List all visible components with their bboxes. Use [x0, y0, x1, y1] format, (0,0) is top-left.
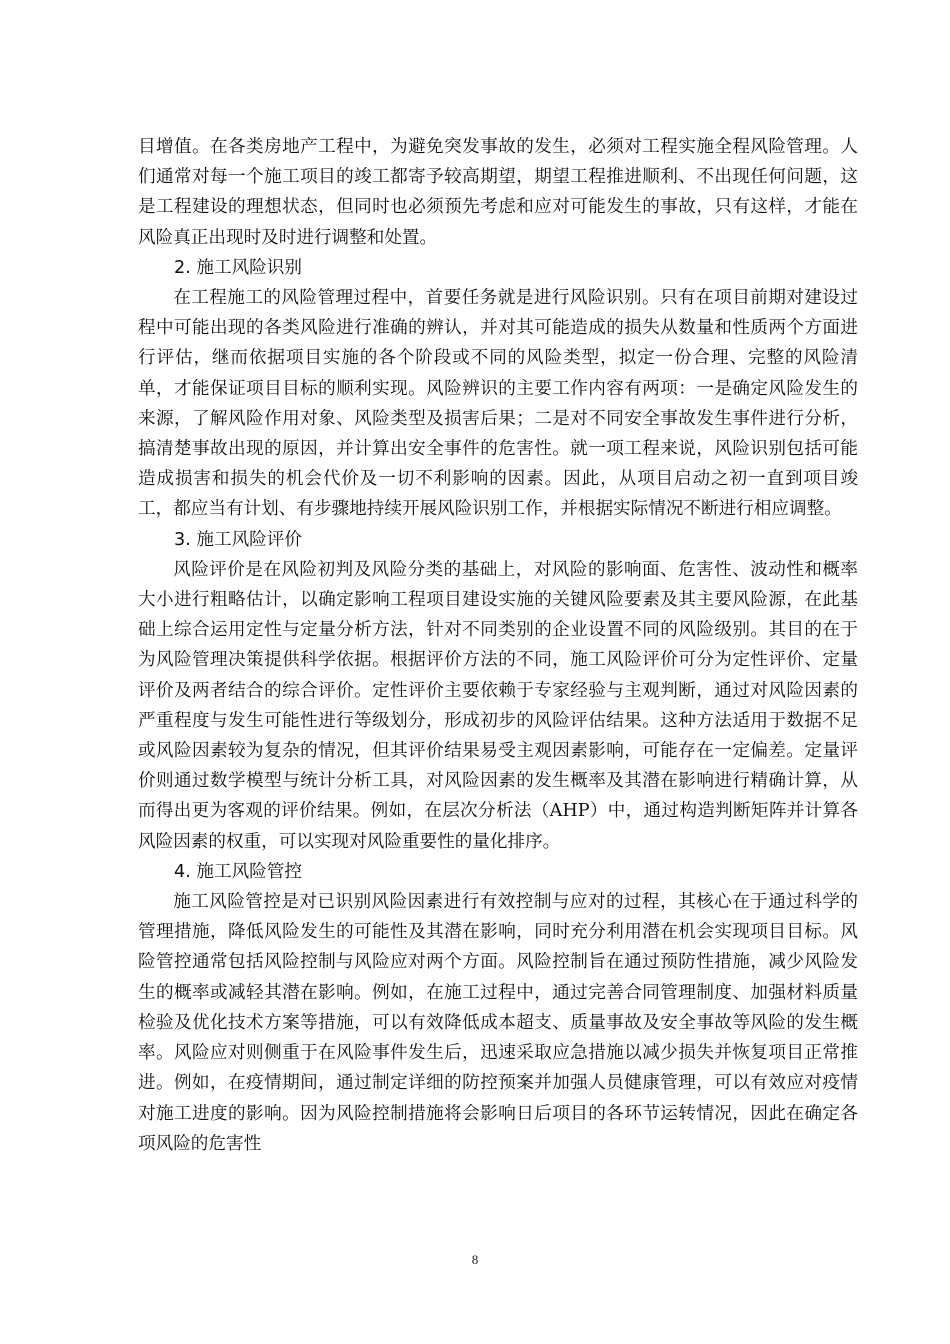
section-heading-risk-control: 4. 施工风险管控: [174, 861, 302, 882]
section-heading-risk-identification: 2. 施工风险识别: [174, 257, 302, 278]
page-number: 8: [471, 1252, 479, 1267]
paragraph-risk-identification: 在工程施工的风险管理过程中，首要任务就是进行风险识别。只有在项目前期对建设过程中可能出现的各类风险进行准确的辨认，并对其可能造成的损失从数量和性质两个方面进行评估，继而依据项目实施的各个阶段或不同的风险类型，拟定一份合理、完整的风险清单，才能保证项目目标的顺利实现。风险辨识的主要工作内容有两项：一是确定风险发生的来源，了解风险作用对象、风险类型及损害后果；二是对不同安全事故发生事件进行分析，搞清楚事故出现的原因，并计算出安全事件的危害性。就一项工程来说，风险识别包括可能造成损害和损失的机会代价及一切不利影响的因素。因此，从项目启动之初一直到项目竣工，都应当有计划、有步骤地持续开展风险识别工作，并根据实际情况不断进行相应调整。: [138, 288, 858, 520]
paragraph-risk-control: 施工风险管控是对已识别风险因素进行有效控制与应对的过程，其核心在于通过科学的管理措施，降低风险发生的可能性及其潜在影响，同时充分利用潜在机会实现项目目标。风险管控通常包括风险控制与风险应对两个方面。风险控制旨在通过预防性措施，减少风险发生的概率或减轻其潜在影响。例如，在施工过程中，通过完善合同管理制度、加强材料质量检验及优化技术方案等措施，可以有效降低成本超支、质量事故及安全事故等风险的发生概率。风险应对则侧重于在风险事件发生后，迅速采取应急措施以减少损失并恢复项目正常推进。例如，在疫情期间，通过制定详细的防控预案并加强人员健康管理，可以有效应对疫情对施工进度的影响。因为风险控制措施将会影响日后项目的各环节运转情况，因此在确定各项风险的危害性: [138, 892, 858, 1154]
document-body: [138, 132, 858, 1159]
paragraph-risk-evaluation: 风险评价是在风险初判及风险分类的基础上，对风险的影响面、危害性、波动性和概率大小进行粗略估计，以确定影响工程项目建设实施的关键风险要素及其主要风险源，在此基础上综合运用定性与定量分析方法，针对不同类别的企业设置不同的风险级别。其目的在于为风险管理决策提供科学依据。根据评价方法的不同，施工风险评价可分为定性评价、定量评价及两者结合的综合评价。定性评价主要依赖于专家经验与主观判断，通过对风险因素的严重程度与发生可能性进行等级划分，形成初步的风险评估结果。这种方法适用于数据不足或风险因素较为复杂的情况，但其评价结果易受主观因素影响，可能存在一定偏差。定量评价则通过数学模型与统计分析工具，对风险因素的发生概率及其潜在影响进行精确计算，从而得出更为客观的评价结果。例如，在层次分析法（AHP）中，通过构造判断矩阵并计算各风险因素的权重，可以实现对风险重要性的量化排序。: [138, 559, 859, 852]
section-heading-risk-evaluation: 3. 施工风险评价: [174, 529, 302, 550]
paragraph-intro-continued: 目增值。在各类房地产工程中，为避免突发事故的发生，必须对工程实施全程风险管理。人们通常对每一个施工项目的竣工都寄予较高期望，期望工程推进顺利、不出现任何问题，这是工程建设的理想状态，但同时也必须预先考虑和应对可能发生的事故，只有这样，才能在风险真正出现时及时进行调整和处置。: [138, 137, 858, 248]
